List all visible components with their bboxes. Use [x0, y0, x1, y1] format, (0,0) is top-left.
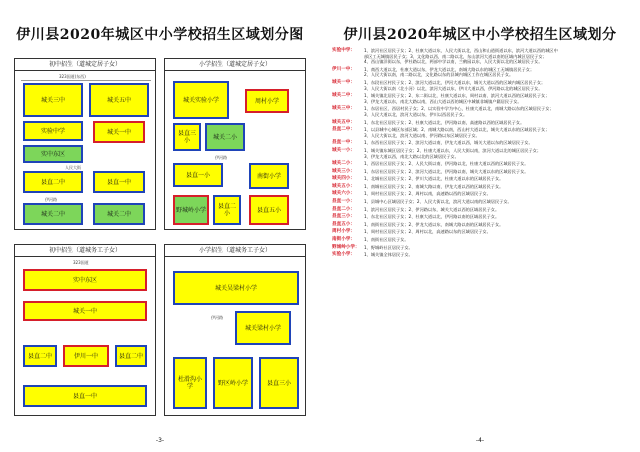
- zone-entry: [332, 252, 632, 258]
- zone-description: [364, 229, 632, 235]
- school-block: 城关梁村小学: [235, 311, 291, 345]
- zone-description: [364, 214, 632, 220]
- school-name: 县直一小：: [332, 199, 355, 205]
- right-page-title: 伊川县2020年城区中小学校招生区域划分: [343, 27, 617, 43]
- zone-description-line: 4、西山镇洋街以东，伊杜路以北，两部中学以南，兰鹤园以东，人民大街以北的区域居民子女。: [364, 59, 543, 65]
- school-block: 县直三小: [259, 357, 299, 409]
- zone-entry: [332, 148, 632, 159]
- zone-entry: [332, 214, 632, 220]
- panel-primary-school-resident: [164, 58, 306, 230]
- school-name: 城关三中：: [332, 106, 355, 112]
- zone-description-line: 1、东居社区居民子女；2、滨河大道以北，伊河路以南，城关大道以东的区域居民子女。: [364, 168, 529, 174]
- page-number: -4-: [475, 437, 485, 444]
- page-number: -3-: [155, 437, 165, 444]
- street-label: 人民大街: [65, 165, 81, 170]
- zone-description-line: 3、人民大街以北，滨河大道以南、伊河路以东区域居民子女。: [364, 132, 480, 138]
- zone-description: [364, 169, 632, 175]
- school-block: 县直二中: [115, 345, 147, 367]
- zone-description: [364, 207, 632, 213]
- zone-description-line: 1、滨河社区居民子女；2、伊河路以东，城关大道以西的区域居民子女。: [364, 206, 500, 212]
- zone-description-line: 1、东西社区居民子女；2、滨河大道以南，伊龙大道以西，城关大道以东的区域居民子女。: [364, 140, 533, 146]
- zone-entry: [332, 184, 632, 190]
- school-block: 城关一中: [93, 121, 145, 143]
- school-block: 县直一小: [173, 163, 223, 187]
- school-block: 南街小学: [249, 163, 289, 189]
- zone-description-line: 1、东北社区居民子女；2、杜康大道以北，伊河路以南的区域居民子女。: [364, 214, 500, 220]
- panel-middle-school-resident: [14, 58, 156, 230]
- zone-description: [364, 120, 632, 126]
- school-block: 县直二中: [23, 345, 57, 367]
- zone-entry: [332, 140, 632, 146]
- zone-entry: [332, 120, 632, 126]
- zone-description-line: 1、东北社区居民子女；2、杜康大道以北，伊河路以南，高速路以西的区域居民子女。: [364, 119, 525, 125]
- school-name: 周村小学：: [332, 229, 355, 235]
- zone-description-line: 1、城关镇东城区居民子女；2、杜康大道以东，人民大街以南，滨河大道以北的城区居民子女；: [364, 147, 542, 153]
- school-block: 杜滑沟小学: [173, 357, 207, 409]
- school-name: 伊川一中：: [332, 66, 355, 72]
- panel-title: 初中招生（道城务工子女）: [15, 245, 155, 257]
- right-page: [320, 0, 640, 452]
- school-block: 县直一中: [93, 171, 145, 193]
- school-block: 县直二中: [23, 171, 83, 193]
- panel-title: 小学招生（道城务工子女）: [165, 245, 305, 257]
- street-label: 伊河路: [215, 155, 227, 160]
- zone-description: [364, 176, 632, 182]
- school-name: 县直二小：: [332, 206, 355, 212]
- street-label: 伊河路: [211, 315, 223, 320]
- zone-entry: [332, 222, 632, 228]
- zone-description-line: 3、伊龙大道以西，南北大路以北的区域居民子女。: [364, 153, 459, 159]
- zone-entry: [332, 67, 632, 78]
- zone-entry: [332, 169, 632, 175]
- zone-description-line: 1、北城社区居民子女；2、伊川大道以北，杜康大道以东的区域居民子女。: [364, 176, 504, 182]
- school-block: 城关一中: [23, 301, 147, 321]
- zone-description-line: 1、周村社区居民子女；2、周村以北，高速路以东的区域居民子女。: [364, 229, 491, 235]
- zone-description-line: 1、南街社区居民子女。: [364, 237, 409, 243]
- school-block: 县直三小: [173, 123, 201, 151]
- zone-description: [364, 106, 632, 117]
- school-block: 实验中学: [23, 121, 83, 141]
- zone-entry: [332, 106, 632, 117]
- school-block: 县直一中: [23, 385, 147, 407]
- zone-description: [364, 191, 632, 197]
- street-label: 伊河路: [45, 197, 57, 202]
- zone-description-line: 1、城关镇全体居民子女。: [364, 252, 413, 258]
- zone-description-line: 1、南城社区居民子女；2、南城大路以南，伊龙大道以西的区域居民子女。: [364, 183, 504, 189]
- panel-middle-school-migrant: [14, 244, 156, 416]
- school-name: 实验中学：: [332, 48, 355, 53]
- zone-description-line: 2、人民大街以南，南二路以北，文化路以东的县城内城区工作在城区居民子女。: [364, 72, 514, 78]
- zone-description-line: 1、周村社区居民子女；2、周村以南，高速路以西的区域居民子女。: [364, 191, 491, 197]
- school-name: 县直二中：: [332, 127, 355, 133]
- zone-description-line: 1、野城岭社区居民子女。: [364, 244, 413, 250]
- school-name: 城关二中：: [332, 93, 355, 99]
- school-block: 伊川一中: [63, 345, 109, 367]
- zone-description: [364, 80, 632, 91]
- school-block: 城关吴梁村小学: [173, 271, 299, 305]
- panel-primary-school-migrant: [164, 244, 306, 416]
- school-name: 城关六小：: [332, 191, 355, 197]
- zone-description: [364, 252, 632, 258]
- left-page-title: 伊川县2020年城区中小学校招生区域划分图: [16, 27, 304, 43]
- zone-description-line: 3、人民大街以南（北小河）以北，滨河大道以东，伊川大道以西，伊河路以北的城区居民子女。: [364, 85, 543, 91]
- school-block: 城关实验小学: [173, 81, 229, 119]
- zone-entry: [332, 48, 632, 65]
- zone-description-line: 1、西居社区居民子女；2、人民大街以南，伊河路以北，杜康大道以西的区域居民子女。: [364, 161, 529, 167]
- zone-description-line: 3、人民大道以北，滨河大道以东，伊川以西居民子女。: [364, 111, 468, 117]
- zone-description-line: 1、商西大道以北，杜康大道以东，伊龙大道以北，南城大路以东的城区工无城镇居民子女；: [364, 66, 535, 72]
- zone-description: [364, 48, 632, 65]
- school-name: 城关一小：: [332, 147, 355, 153]
- school-name: 城关三小：: [332, 168, 355, 174]
- zone-entry: [332, 229, 632, 235]
- zone-entry: [332, 176, 632, 182]
- zone-description: [364, 140, 632, 146]
- school-name: 县直五小：: [332, 221, 355, 227]
- zone-description: [364, 127, 632, 138]
- zone-description: [364, 184, 632, 190]
- zone-entry: [332, 127, 632, 138]
- zone-description: [364, 237, 632, 243]
- zone-description-line: 部区工无城镇居民子女；3、文化路以西，南二路以北，东山滨河大道以南的区域内城区居民子女；: [364, 53, 547, 59]
- zone-description-line: 3、伊龙大道以东，南北大路以南，西山大道以西的城区中城镇非城镇户籍居民子女。: [364, 98, 522, 104]
- school-name: 城关一中：: [332, 79, 355, 85]
- zone-entry: [332, 237, 632, 243]
- zone-entry: [332, 207, 632, 213]
- school-name: 南街小学：: [332, 237, 355, 243]
- zone-entry: [332, 245, 632, 251]
- zone-description: [364, 148, 632, 159]
- school-block: 城关二中: [23, 203, 83, 225]
- zone-description-line: 1、以县城中心城区东部区域；2、南城大路以南，西山村大道以北，城关大道以东的区域居民子女；: [364, 127, 550, 133]
- zone-description: [364, 93, 632, 104]
- school-name: 实验小学：: [332, 252, 355, 258]
- road-line: [21, 80, 151, 81]
- school-block: 城关二中: [93, 203, 145, 225]
- school-block: 实中东区: [23, 269, 147, 291]
- street-label: 323国道(东西): [59, 74, 86, 79]
- school-block: 县直五小: [249, 195, 289, 225]
- zone-description: [364, 199, 632, 205]
- zone-description-line: 1、县城中心区域居民子女；2、人民大街以北，滨河大道以南的区域居民子女。: [364, 199, 512, 205]
- school-name: 野城岭小学：: [332, 244, 360, 250]
- zone-entry: [332, 93, 632, 104]
- school-block: 野区岭小学: [213, 357, 253, 409]
- school-block: 野城岭小学: [173, 195, 209, 225]
- zone-description: [364, 161, 632, 167]
- school-block: 周村小学: [245, 89, 289, 113]
- zone-description-line: 1、东居社区、西居村民子女；2、以实验中学为中心，杜康大道以北，南城大路以东的区域居民子女；: [364, 106, 554, 112]
- zone-description: [364, 245, 632, 251]
- school-name: 城关五中：: [332, 119, 355, 125]
- zone-description: [364, 222, 632, 228]
- panel-title: 初中招生（道城定居子女）: [15, 59, 155, 71]
- zone-description-line: 1、滨河社区居民子女；2、杜康大道以东，人民大街以北，西山和山道街道以东，滨河大道以西的城区中: [364, 48, 558, 53]
- zone-entry: [332, 80, 632, 91]
- zone-entry: [332, 161, 632, 167]
- school-block: 实中东区: [23, 145, 83, 163]
- zone-entry: [332, 199, 632, 205]
- school-block: 县直二小: [213, 195, 241, 225]
- school-block: 城关五中: [89, 83, 149, 117]
- school-name: 城关二小：: [332, 161, 355, 167]
- zone-description: [364, 67, 632, 78]
- school-name: 城关四小：: [332, 176, 355, 182]
- zone-entry: [332, 191, 632, 197]
- zone-description-list: [332, 48, 632, 260]
- zone-description-line: 1、南街社区居民子女；2、伊龙大道以东，南城大路以南的区域居民子女。: [364, 221, 504, 227]
- school-name: 县直一中：: [332, 140, 355, 146]
- school-name: 县直三小：: [332, 214, 355, 220]
- street-label: 323国道: [73, 260, 89, 265]
- panel-title: 小学招生（道城定居子女）: [165, 59, 305, 71]
- zone-description-line: 1、城关镇北居民子女；2、东二街以北，杜康大道以东，周村以南、滨河大道以西的区域居民子女；: [364, 93, 550, 99]
- school-block: 城关二小: [205, 123, 245, 151]
- zone-description-line: 1、东段社区村民子女；2、滨河大道以北，伊河大道以东，城关大道以西的区域内城区居民子女；: [364, 79, 546, 85]
- school-name: 城关五小：: [332, 183, 355, 189]
- school-block: 城关三中: [23, 83, 83, 117]
